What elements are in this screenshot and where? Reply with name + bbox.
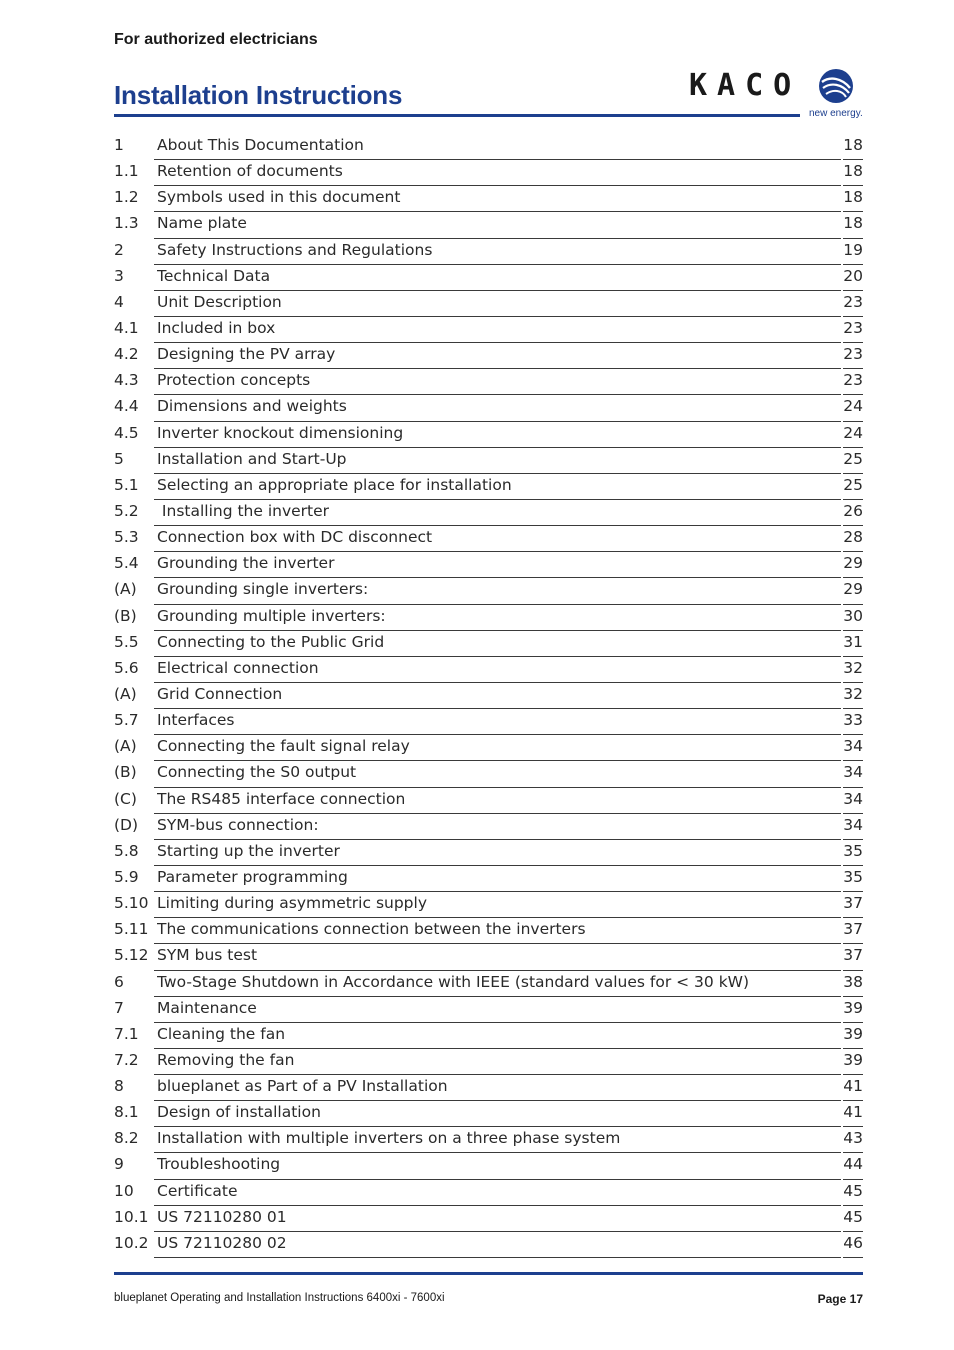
toc-entry[interactable] [114,788,863,814]
toc-entry-number: 5.7 [114,711,139,730]
toc-entry-title: Inverter knockout dimensioning [157,423,404,442]
toc-entry-number: 5.6 [114,658,139,677]
logo-wordmark: KACO [689,68,802,103]
toc-entry-title: Two-Stage Shutdown in Accordance with IEEE (standard values for < 30 kW) [157,972,750,991]
logo-tagline: new energy. [809,108,863,119]
toc-entry-page: 20 [843,266,863,285]
toc-entry-number: 4 [114,292,124,311]
toc-entry-number: 5.4 [114,554,139,573]
toc-entry-title: Limiting during asymmetric supply [157,894,427,913]
toc-entry-number: 5.2 [114,501,139,520]
toc-entry-title: Troubleshooting [157,1155,281,1174]
toc-entry-title: Designing the PV array [157,345,336,364]
header-note: For authorized electricians [114,31,318,48]
toc-entry-number: (D) [114,815,139,834]
toc-entry-page: 38 [843,972,863,991]
toc-entry-title: Connection box with DC disconnect [157,528,433,547]
toc-entry-number: (C) [114,789,137,808]
toc-entry-number: 5.3 [114,528,139,547]
toc-entry-title: Grounding single inverters: [157,580,369,599]
toc-page-rule [843,1257,863,1258]
toc-entry-page: 39 [843,998,863,1017]
toc-entry-title: Cleaning the fan [157,1024,286,1043]
toc-entry[interactable] [114,683,863,709]
toc-entry[interactable] [114,291,863,317]
toc-entry-title: Electrical connection [157,658,319,677]
toc-entry-title: Retention of documents [157,162,343,181]
toc-entry-number: 10 [114,1181,134,1200]
toc-entry-page: 41 [843,1077,863,1096]
toc-entry[interactable] [114,1153,863,1179]
toc-entry-number: 5.9 [114,867,139,886]
toc-entry-title: SYM-bus connection: [157,815,319,834]
toc-entry[interactable] [114,317,863,343]
toc-entry-page: 33 [843,711,863,730]
toc-entry-number: 3 [114,266,124,285]
toc-entry-number: 5.1 [114,475,139,494]
toc-entry-number: 9 [114,1155,124,1174]
toc-entry-title: About This Documentation [157,136,364,154]
toc-entry-page: 26 [843,501,863,520]
toc-entry[interactable] [114,1023,863,1049]
toc-entry[interactable] [114,448,863,474]
toc-entry-number: 8.2 [114,1129,139,1148]
toc-entry-title: Maintenance [157,998,257,1017]
toc-entry-page: 25 [843,449,863,468]
toc-entry-title: The communications connection between the inverters [157,920,586,939]
page-title: Installation Instructions [114,80,403,110]
toc-entry-title: Installation and Start-Up [157,449,347,468]
toc-entry-page: 29 [843,580,863,599]
toc-entry-page: 37 [843,946,863,965]
toc-entry[interactable] [114,735,863,761]
toc-entry-number: (B) [114,606,137,625]
toc-entry-page: 23 [843,345,863,364]
toc-entry-title: Grounding the inverter [157,554,335,573]
toc-entry[interactable] [114,500,863,526]
toc-entry-number: 5.5 [114,632,139,651]
toc-entry-page: 34 [843,789,863,808]
toc-entry[interactable] [114,971,863,997]
toc-entry[interactable] [114,918,863,944]
toc-entry[interactable] [114,186,863,212]
toc-entry[interactable] [114,134,863,160]
toc-entry[interactable] [114,1127,863,1153]
toc-entry-title: Installing the inverter [157,501,330,520]
toc-entry-page: 28 [843,528,863,547]
toc-entry[interactable] [114,369,863,395]
toc-entry[interactable] [114,892,863,918]
toc-entry-title: Connecting to the Public Grid [157,632,385,651]
toc-entry-title: Connecting the S0 output [157,763,357,782]
toc-entry[interactable] [114,1049,863,1075]
toc-entry-title: SYM bus test [157,946,258,965]
toc-entry[interactable] [114,1180,863,1206]
toc-entry-title: blueplanet as Part of a PV Installation [157,1077,448,1096]
toc-entry-page: 31 [843,632,863,651]
toc-entry[interactable] [114,840,863,866]
toc-entry[interactable] [114,1075,863,1101]
toc-entry-title: US 72110280 02 [157,1233,287,1252]
toc-entry-page: 35 [843,841,863,860]
toc-entry-title: Grid Connection [157,684,283,703]
table-of-contents [114,134,863,1258]
toc-entry-page: 32 [843,658,863,677]
toc-entry-number: 4.2 [114,345,139,364]
toc-entry-page: 34 [843,815,863,834]
toc-entry-number: 8.1 [114,1103,139,1122]
toc-entry-number: 1.1 [114,162,139,181]
toc-entry-number: 2 [114,240,124,259]
toc-entry-number: 5.11 [114,920,149,939]
toc-entry[interactable] [114,212,863,238]
toc-entry-number: 5.10 [114,894,149,913]
toc-entry-page: 23 [843,292,863,311]
toc-entry-number: 4.4 [114,397,139,416]
toc-entry-number: 10.2 [114,1233,149,1252]
toc-entry[interactable] [114,814,863,840]
toc-entry[interactable] [114,526,863,552]
toc-entry[interactable] [114,265,863,291]
toc-entry-number: 1 [114,136,124,154]
toc-entry[interactable] [114,343,863,369]
toc-entry-page: 29 [843,554,863,573]
toc-entry-page: 18 [843,136,863,154]
toc-entry-number: 4.1 [114,318,139,337]
toc-entry[interactable] [114,160,863,186]
toc-entry-page: 45 [843,1207,863,1226]
toc-entry-title: Included in box [157,318,276,337]
toc-entry-page: 34 [843,737,863,756]
toc-entry-page: 37 [843,894,863,913]
toc-entry-number: 7.2 [114,1050,139,1069]
toc-entry-number: 1.2 [114,188,139,207]
toc-entry-page: 23 [843,318,863,337]
toc-entry-number: 4.3 [114,371,139,390]
toc-entry-number: 1.3 [114,214,139,233]
toc-entry-title: Unit Description [157,292,282,311]
toc-entry-title: Installation with multiple inverters on a three phase system [157,1129,621,1148]
toc-entry-page: 23 [843,371,863,390]
toc-entry-number: 6 [114,972,124,991]
toc-entry[interactable] [114,944,863,970]
toc-entry-number: 5.8 [114,841,139,860]
toc-entry-number: (B) [114,763,137,782]
toc-entry-page: 35 [843,867,863,886]
toc-entry-title: Parameter programming [157,867,348,886]
toc-entry-page: 37 [843,920,863,939]
toc-entry-number: 10.1 [114,1207,149,1226]
toc-entry[interactable] [114,578,863,604]
toc-entry-page: 18 [843,214,863,233]
toc-entry-page: 41 [843,1103,863,1122]
footer-page-number: Page 17 [817,1292,863,1306]
toc-entry[interactable] [114,395,863,421]
toc-entry-page: 24 [843,423,863,442]
toc-entry-title: Design of installation [157,1103,321,1122]
toc-entry-number: 5 [114,449,124,468]
toc-entry-number: (A) [114,737,137,756]
toc-entry-title: Name plate [157,214,247,233]
toc-entry-page: 19 [843,240,863,259]
toc-entry[interactable] [114,1101,863,1127]
toc-entry[interactable] [114,605,863,631]
toc-entry[interactable] [114,997,863,1023]
toc-entry[interactable] [114,709,863,735]
toc-entry-page: 18 [843,188,863,207]
toc-entry-title: Safety Instructions and Regulations [157,240,433,259]
toc-title-rule [154,1257,841,1258]
toc-entry-title: Connecting the fault signal relay [157,737,410,756]
toc-entry-title: The RS485 interface connection [157,789,406,808]
toc-entry-number: 5.12 [114,946,149,965]
toc-entry-title: Starting up the inverter [157,841,340,860]
footer-document-title: blueplanet Operating and Installation Instructions 6400xi - 7600xi [114,1292,445,1304]
footer-rule [114,1272,863,1275]
toc-entry[interactable] [114,761,863,787]
toc-entry[interactable] [114,1232,863,1258]
toc-entry-title: Symbols used in this document [157,188,401,207]
toc-entry-title: Technical Data [157,266,271,285]
toc-entry-title: Interfaces [157,711,235,730]
toc-entry-page: 46 [843,1233,863,1252]
toc-entry-title: Selecting an appropriate place for installation [157,475,512,494]
toc-entry-number: 7.1 [114,1024,139,1043]
toc-entry-page: 44 [843,1155,863,1174]
toc-entry-page: 18 [843,162,863,181]
toc-entry-number: 4.5 [114,423,139,442]
toc-entry-number: (A) [114,580,137,599]
toc-entry-page: 30 [843,606,863,625]
toc-entry-page: 43 [843,1129,863,1148]
toc-entry-page: 34 [843,763,863,782]
toc-entry[interactable] [114,474,863,500]
toc-entry-page: 39 [843,1024,863,1043]
toc-entry-title: Grounding multiple inverters: [157,606,386,625]
toc-entry-number: (A) [114,684,137,703]
toc-entry[interactable] [114,1206,863,1232]
toc-entry[interactable] [114,631,863,657]
toc-entry-title: Protection concepts [157,371,311,390]
toc-entry-number: 8 [114,1077,124,1096]
kaco-swirl-logo-icon [818,68,854,104]
toc-entry-page: 25 [843,475,863,494]
toc-entry[interactable] [114,239,863,265]
toc-entry-page: 32 [843,684,863,703]
toc-entry-title: US 72110280 01 [157,1207,287,1226]
toc-entry-page: 24 [843,397,863,416]
title-rule [114,114,800,117]
toc-entry-title: Dimensions and weights [157,397,347,416]
toc-entry[interactable] [114,866,863,892]
toc-entry-page: 39 [843,1050,863,1069]
toc-entry[interactable] [114,552,863,578]
toc-entry-title: Certificate [157,1181,238,1200]
toc-entry[interactable] [114,657,863,683]
toc-entry-number: 7 [114,998,124,1017]
toc-entry-page: 45 [843,1181,863,1200]
toc-entry-title: Removing the fan [157,1050,295,1069]
toc-entry[interactable] [114,422,863,448]
